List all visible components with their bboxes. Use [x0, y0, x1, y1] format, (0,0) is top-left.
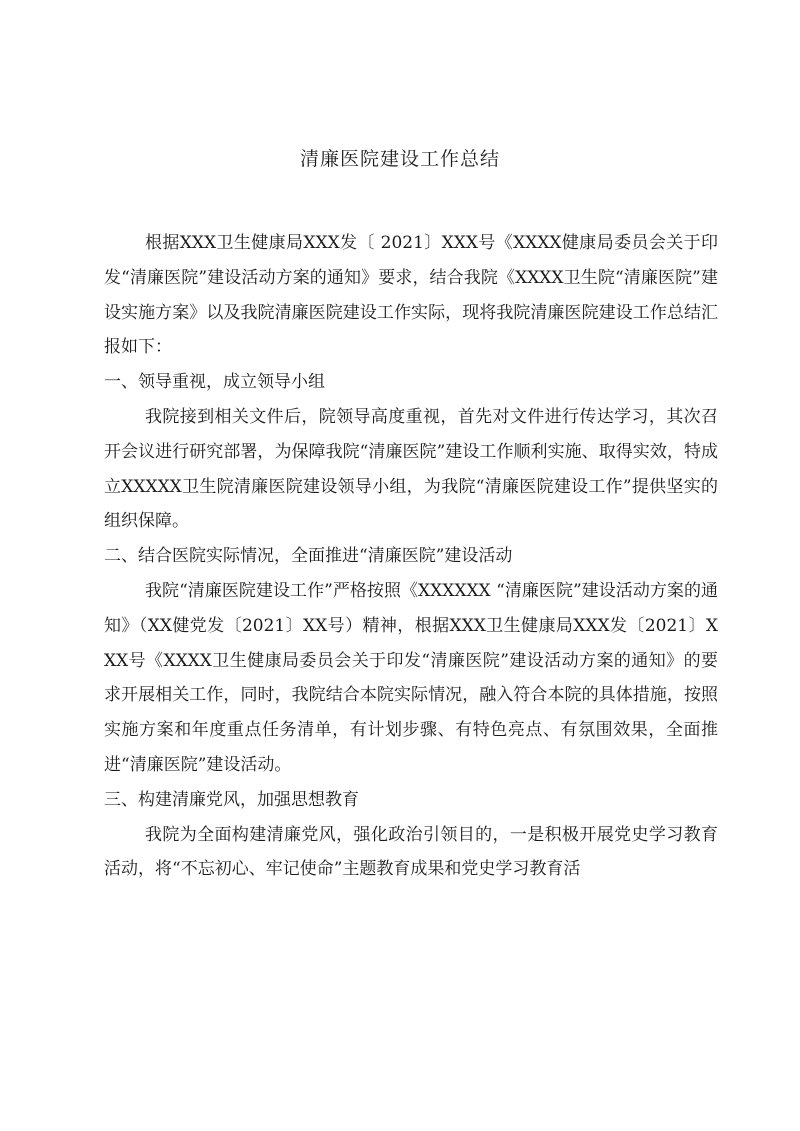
- document-body: [104, 226, 718, 887]
- section-1-heading: 一、领导重视，成立领导小组: [104, 372, 325, 393]
- intro-paragraph: 根据XXX卫生健康局XXX发〔 2021〕XXX号《XXXX健康局委员会关于印发“清廉医院”建设活动方案的通知》要求，结合我院《XXXX卫生院“清廉医院”建设实施方案》以及我院清廉医院建设工作实际，现将我院清廉医院建设工作总结汇报如下：: [104, 233, 718, 358]
- section-3-heading: 三、构建清廉党风，加强思想教育: [104, 789, 359, 810]
- document-title: 清廉医院建设工作总结: [299, 148, 500, 170]
- section-1-paragraph: 我院接到相关文件后，院领导高度重视，首先对文件进行传达学习，其次召开会议进行研究部署，为保障我院“清廉医院”建设工作顺利实施、取得实效，特成立XXXXX卫生院清廉医院建设领导小组，为我院“清廉医院建设工作”提供坚实的组织保障。: [104, 406, 718, 532]
- section-2-paragraph: 我院“清廉医院建设工作”严格按照《XXXXXX “清廉医院”建设活动方案的通知》（XX健党发〔2021〕XX号）精神，根据XXX卫生健康局XXX发〔2021〕XXX号《XXXX卫生健康局委员会关于印发“清廉医院”建设活动方案的通知》的要求开展相关工作，同时，我院结合本院实际情况，融入符合本院的具体措施，按照实施方案和年度重点任务清单，有计划步骤、有特色亮点、有氛围效果，全面推进“清廉医院”建设活动。: [104, 580, 718, 775]
- section-3-paragraph: 我院为全面构建清廉党风，强化政治引领目的，一是积极开展党史学习教育活动，将“不忘初心、牢记使命”主题教育成果和党史学习教育活: [104, 824, 718, 880]
- section-2-heading: 二、结合医院实际情况，全面推进“清廉医院”建设活动: [104, 546, 513, 567]
